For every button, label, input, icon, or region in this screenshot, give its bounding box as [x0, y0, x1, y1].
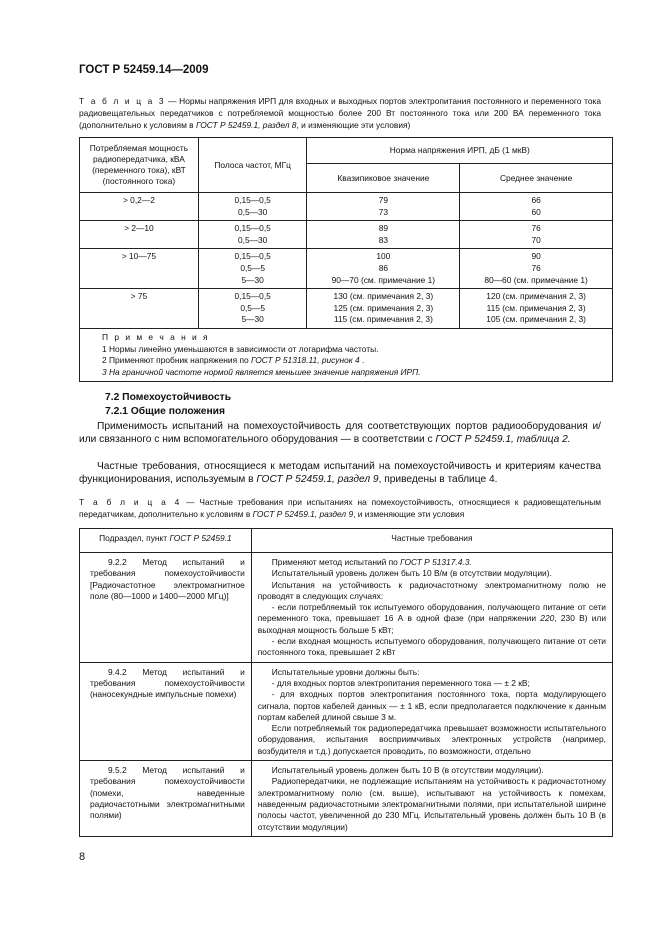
emission-limits-table	[79, 137, 613, 382]
table3-cell-avg	[460, 289, 613, 329]
paragraph-requirements-tail: , приведены в таблице 4.	[378, 474, 498, 486]
table3-caption-text-a: — Нормы напряжения ИРП для входных и выходных портов электропитания постоянного и переменного тока радиовещательных передатчиков с потребляемой мощностью более 200 Вт постоянного тока или 200 ВА переменного тока (дополнительно к условиям в	[79, 96, 601, 131]
table3-caption-ref: ГОСТ Р 52459.1, раздел 8	[195, 120, 297, 131]
paragraph-requirements-text: Частные требования, относящиеся к методам испытаний на помехоустойчивость и критериям качества функционирования, используемым в	[79, 461, 601, 486]
table4-header-requirements: Частные требования	[251, 529, 612, 553]
table4-caption-text-a: — Частные требования при испытаниях на помехоустойчивость, относящиеся к радиовещательным передатчикам, дополнительно к условиям в	[79, 497, 601, 520]
avg-value: 66	[531, 195, 541, 205]
avg-value: 105 (см. примечания 2, 3)	[486, 314, 586, 325]
table3-header-norm: Норма напряжения ИРП, дБ (1 мкВ)	[307, 138, 613, 164]
band-value: 5—30	[241, 314, 264, 325]
band-value: 5—30	[241, 274, 264, 285]
table4-caption	[79, 496, 601, 520]
qp-value: 125 (см. примечания 2, 3)	[333, 302, 434, 313]
band-value: 0,15—0,5	[234, 223, 271, 234]
table3-caption-text-b: , и изменяющие эти условия)	[296, 120, 411, 131]
table4-row	[80, 662, 613, 760]
table4-header-subsection-ref: ГОСТ Р 52459.1	[169, 533, 232, 543]
qp-value: 115 (см. примечания 2, 3)	[333, 314, 433, 325]
table4-cell-requirements	[251, 761, 612, 837]
qp-value: 90—70 (см. примечание 1)	[331, 274, 436, 285]
table3-row	[80, 249, 613, 289]
table3-row	[80, 193, 613, 221]
table3-cell-power: > 10—75	[80, 249, 199, 289]
table3-cell-power: > 75	[80, 289, 199, 329]
qp-value: 89	[378, 223, 389, 234]
avg-value: 115 (см. примечания 2, 3)	[486, 302, 586, 313]
avg-value: 90	[531, 251, 541, 262]
avg-value: 76	[531, 262, 541, 273]
band-value: 0,5—30	[237, 234, 268, 245]
table3-header-avg: Среднее значение	[460, 164, 613, 193]
band-value: 0,5—5	[240, 262, 265, 273]
qp-value: 79	[378, 195, 389, 205]
requirement-text-tail: , 230 В) или выходная мощность больше 5 кВт;	[257, 613, 606, 635]
table3-cell-power: > 0,2—2	[80, 193, 199, 221]
table3-cell-power: > 2—10	[80, 221, 199, 249]
table3-cell-band	[198, 249, 307, 289]
requirement-line: Если потребляемый ток радиопередатчика превышает возможности испытательного оборудования, испытания восприимчивых электронных устройств (например, возбудителя и т.д.) допускается проводить, по возможности, отдельно	[257, 723, 606, 756]
band-value: 0,15—0,5	[234, 251, 271, 262]
table3-header-power: Потребляемая мощность радиопередатчика, кВА (переменного тока), кВТ (постоянного тока)	[80, 138, 199, 193]
avg-value: 70	[531, 234, 541, 245]
band-value: 0,5—30	[237, 206, 268, 217]
table4-cell-subsection: 9.2.2 Метод испытаний и требования помехоустойчивости [Радиочастотное электромагнитное поле (80—1000 и 1400—2000 МГц)]	[80, 553, 252, 663]
table3-header-band: Полоса частот, МГц	[198, 138, 307, 193]
table4-header-subsection	[80, 529, 252, 553]
table3-caption	[79, 95, 601, 132]
table3-cell-avg	[460, 221, 613, 249]
qp-value: 86	[378, 262, 389, 273]
requirement-line	[258, 557, 606, 568]
avg-value: 60	[531, 206, 541, 217]
table3-cell-avg	[460, 193, 613, 221]
qp-value: 83	[378, 234, 389, 245]
table3-cell-qp	[307, 221, 460, 249]
note-3-text: 3 На граничной частоте нормой является меньшее значение напряжения ИРП.	[102, 366, 421, 377]
table4-cell-subsection: 9.4.2 Метод испытаний и требования помехоустойчивости (наносекундные импульсные помехи)	[80, 662, 252, 760]
note-2-tail: .	[359, 355, 365, 366]
notes-title: П р и м е ч а н и я	[102, 331, 210, 342]
table4-caption-prefix: Т а б л и ц а 4	[79, 497, 182, 507]
section-title-7-2: 7.2 Помехоустойчивость	[105, 392, 232, 403]
requirement-line: - если входная мощность испытуемого оборудования, получающего питание от сети постоянного тока, превышает 2 кВт	[257, 636, 606, 658]
qp-value: 100	[376, 251, 391, 262]
table3-row	[80, 289, 613, 329]
table3-cell-qp	[307, 249, 460, 289]
requirement-line: Испытания на устойчивость к радиочастотному электромагнитному полю не проводят в следующих случаях:	[257, 579, 606, 601]
table4-row	[80, 553, 613, 663]
paragraph-applicability	[79, 420, 601, 447]
table3-cell-band	[198, 289, 307, 329]
band-value: 0,15—0,5	[234, 195, 271, 205]
note-3	[102, 367, 612, 379]
note-2-text: 2 Применяют пробник напряжения по	[102, 355, 251, 366]
table3-cell-band	[198, 193, 307, 221]
table4-row	[80, 761, 613, 837]
requirement-line: - для входных портов электропитания переменного тока — ± 2 кВ;	[271, 677, 530, 688]
table3-row	[80, 221, 613, 249]
table3-cell-qp	[307, 193, 460, 221]
note-2-ref: ГОСТ Р 51318.11, рисунок 4	[250, 355, 360, 366]
immunity-requirements-table	[79, 528, 613, 837]
table3-caption-prefix: Т а б л и ц а 3	[79, 96, 166, 106]
avg-value: 80—60 (см. примечание 1)	[484, 274, 588, 285]
requirement-text: Применяют метод испытаний по	[271, 557, 401, 567]
table3-notes	[80, 328, 613, 381]
qp-value: 73	[378, 206, 389, 217]
requirement-ref: ГОСТ Р 51317.4.3.	[400, 557, 472, 567]
requirement-line: Испытательные уровни должны быть:	[271, 666, 420, 677]
table4-cell-subsection: 9.5.2 Метод испытаний и требования помехоустойчивости (помехи, наведенные радиочастотными электромагнитными полями)	[80, 761, 252, 837]
paragraph-requirements	[79, 460, 601, 487]
paragraph-requirements-ref: ГОСТ Р 52459.1, раздел 9	[256, 474, 379, 486]
table3-cell-band	[198, 221, 307, 249]
requirement-line: - для входных портов электропитания постоянного тока, порта модулирующего сигнала, портов кабелей данных — ± 1 кВ, если предполагается подключение к данным портам кабелей длиной свыше 3 м.	[257, 689, 606, 722]
table4-caption-text-b: , и изменяющие эти условия	[353, 509, 465, 520]
requirement-text: - если потребляемый ток испытуемого оборудования, получающего питание от сети переменного тока, превышает 16 А в одной фазе (при напряжении	[257, 602, 606, 624]
table4-cell-requirements	[251, 553, 612, 663]
page-number: 8	[79, 851, 86, 863]
table4-header-subsection-text: Подраздел, пункт	[99, 533, 170, 543]
table3-cell-avg	[460, 249, 613, 289]
table4-cell-requirements	[251, 662, 612, 760]
requirement-line: Испытательный уровень должен быть 10 В/м (в отсутствии модуляции).	[271, 568, 552, 579]
band-value: 0,15—0,5	[234, 291, 271, 302]
qp-value: 130 (см. примечания 2, 3)	[333, 291, 434, 302]
requirement-line: Испытательный уровень должен быть 10 В (в отсутствии модуляции).	[271, 765, 544, 776]
requirement-voltage: 220	[540, 613, 555, 624]
note-1: 1 Нормы линейно уменьшаются в зависимости от логарифма частоты.	[102, 343, 379, 354]
table3-header-qp: Квазипиковое значение	[307, 164, 460, 193]
avg-value: 76	[531, 223, 541, 234]
note-2	[102, 355, 612, 367]
table4-caption-ref: ГОСТ Р 52459.1, раздел 9	[252, 509, 354, 520]
requirement-line	[258, 602, 606, 636]
paragraph-applicability-ref: ГОСТ Р 52459.1, таблица 2.	[435, 434, 571, 446]
avg-value: 120 (см. примечания 2, 3)	[486, 291, 586, 302]
section-title-7-2-1: 7.2.1 Общие положения	[105, 406, 225, 417]
paragraph-applicability-text: Применимость испытаний на помехоустойчивость для соответствующих портов радиооборудования и/или связанного с ним вспомогательного оборудования — в соответствии с	[79, 421, 601, 446]
document-header: ГОСТ Р 52459.14—2009	[79, 64, 209, 76]
table3-cell-qp	[307, 289, 460, 329]
requirement-line: Радиопередатчики, не подлежащие испытаниям на устойчивость к радиочастотному электромагнитному полю (см. выше), испытывают на устойчивость к помехам, наведенным радиочастотными электромагнитными полями, при испытательной ширине полосы частот, увеличенной до 230 МГц. Испытательный уровень должен быть 10 В (в отсутствии модуляции)	[257, 776, 606, 832]
band-value: 0,5—5	[240, 302, 265, 313]
